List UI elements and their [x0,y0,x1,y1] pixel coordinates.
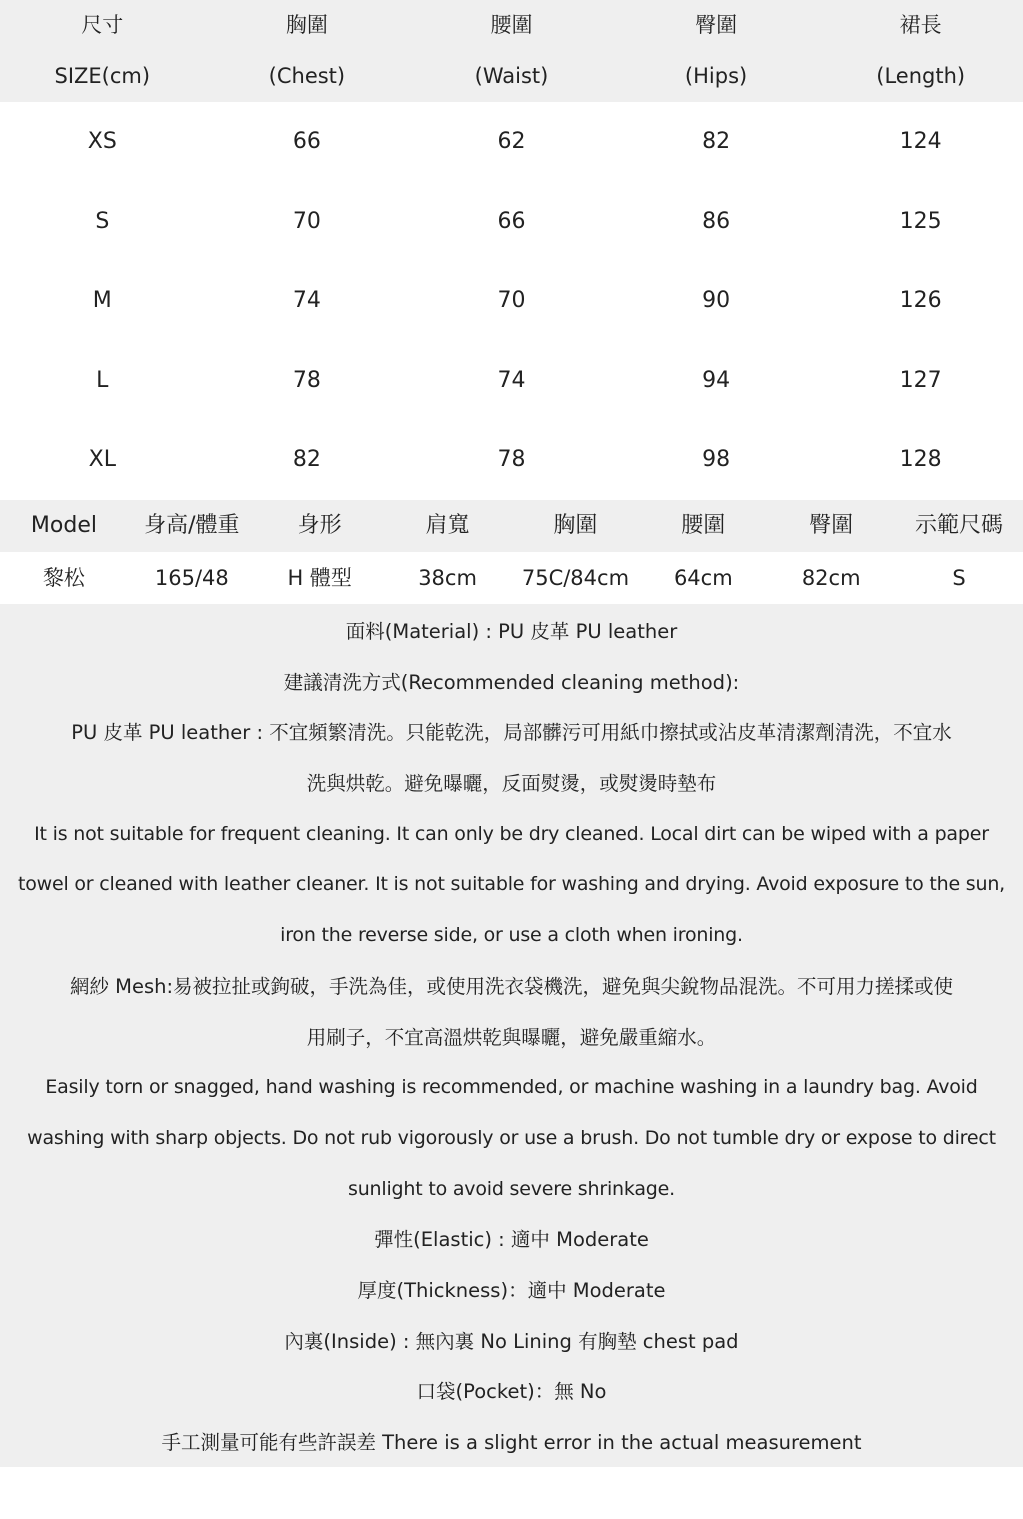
table-cell: S [952,566,966,590]
header-cell: SIZE(cm) [54,64,151,88]
mesh-care-text-en: Easily torn or snagged, hand washing is recommended, or machine washing in a laundry bag. Avoid [45,1076,978,1099]
header-cell: 腰圍 [490,13,533,37]
size-chart-header-en-row [0,51,1023,102]
header-cell: 胸圍 [553,513,598,538]
thickness-line: 厚度(Thickness)：適中 Moderate [357,1278,666,1302]
header-cell: 腰圍 [681,513,726,538]
table-cell: 127 [899,367,942,393]
model-info-header [0,500,1023,552]
table-row [0,420,1023,500]
table-cell: 78 [497,447,526,473]
table-cell: XL [88,447,116,473]
header-cell: 示範尺碼 [915,513,1004,538]
size-chart-body [0,102,1023,500]
table-cell: 38cm [418,566,477,590]
header-cell: (Length) [876,64,966,88]
table-cell: H 體型 [287,566,352,590]
header-cell: 身高/體重 [144,513,240,538]
table-row [0,341,1023,421]
table-cell: 黎松 [42,566,85,590]
table-cell: 75C/84cm [521,566,630,590]
table-cell: 74 [497,367,526,393]
table-cell: 82 [292,447,321,473]
table-cell: 78 [292,367,321,393]
header-cell: 身形 [297,513,342,538]
table-cell: 86 [702,208,731,234]
pu-care-text-cn: 洗與烘乾。避免曝曬，反面熨燙，或熨燙時墊布 [306,772,717,796]
mesh-care-text-cn: 用刷子，不宜高溫烘乾與曝曬，避免嚴重縮水。 [306,1025,717,1049]
table-cell: 98 [702,447,731,473]
cleaning-method-heading: 建議清洗方式(Recommended cleaning method): [283,670,740,694]
table-cell: 125 [899,208,942,234]
measurement-note: 手工測量可能有些許誤差 There is a slight error in the actual measurement [161,1431,862,1454]
table-cell: 165/48 [154,566,229,590]
table-cell: 90 [702,288,731,314]
header-cell: 尺寸 [81,13,124,37]
table-cell: 82cm [801,566,861,590]
table-cell: 70 [497,288,526,314]
table-cell: S [95,208,110,234]
table-cell: 62 [497,129,526,154]
header-cell: 肩寬 [425,513,470,538]
size-chart-header-cn-row [0,0,1023,51]
table-cell: 70 [292,208,321,234]
table-row [0,102,1023,182]
table-cell: 66 [497,208,526,234]
header-cell: 裙長 [899,13,942,37]
table-cell: 124 [899,129,942,154]
size-chart-table [0,0,1023,500]
table-cell: 82 [702,129,731,154]
table-cell: 66 [292,129,321,154]
table-cell: XS [87,129,117,154]
header-cell: 臀圍 [695,13,738,37]
table-cell: 128 [899,447,942,473]
pu-care-text-cn: PU 皮革 PU leather : 不宜頻繁清洗。只能乾洗，局部髒污可用紙巾擦拭或沾皮革清潔劑清洗，不宜水 [71,721,952,745]
size-chart-header [0,0,1023,102]
elastic-line: 彈性(Elastic) : 適中 Moderate [374,1228,649,1252]
model-info-table [0,500,1023,604]
material-line: 面料(Material) : PU 皮革 PU leather [345,620,678,643]
table-row [0,552,1023,604]
table-cell: L [96,367,109,393]
table-row [0,182,1023,262]
header-cell: (Waist) [474,64,549,88]
lining-line: 內裏(Inside) : 無內裏 No Lining 有胸墊 chest pad [284,1329,739,1353]
mesh-care-text-cn: 網紗 Mesh:易被拉扯或鉤破，手洗為佳，或使用洗衣袋機洗，避免與尖銳物品混洗。不可用力搓揉或使 [69,974,954,998]
header-cell: 胸圍 [285,13,328,37]
header-cell: (Hips) [684,64,748,88]
table-cell: 126 [899,288,942,314]
mesh-care-text-en: washing with sharp objects. Do not rub vigorously or use a brush. Do not tumble dry or expose to direct [27,1126,996,1149]
pu-care-text-en: towel or cleaned with leather cleaner. It is not suitable for washing and drying. Avoid exposure to the sun, [17,873,1006,896]
product-care-notes [0,604,1023,1467]
pu-care-text-en: It is not suitable for frequent cleaning. It can only be dry cleaned. Local dirt can be wiped with a paper [34,822,989,845]
header-cell: (Chest) [268,64,346,88]
mesh-care-text-en: sunlight to avoid severe shrinkage. [348,1177,675,1200]
header-cell: 臀圍 [809,513,854,538]
table-row [0,261,1023,341]
pu-care-text-en: iron the reverse side, or use a cloth when ironing. [280,924,743,947]
header-cell: Model [30,513,97,538]
table-cell: M [92,288,112,314]
table-cell: 74 [292,288,321,314]
table-cell: 94 [702,367,731,393]
table-cell: 64cm [673,566,733,590]
pocket-line: 口袋(Pocket)：無 No [416,1380,607,1404]
